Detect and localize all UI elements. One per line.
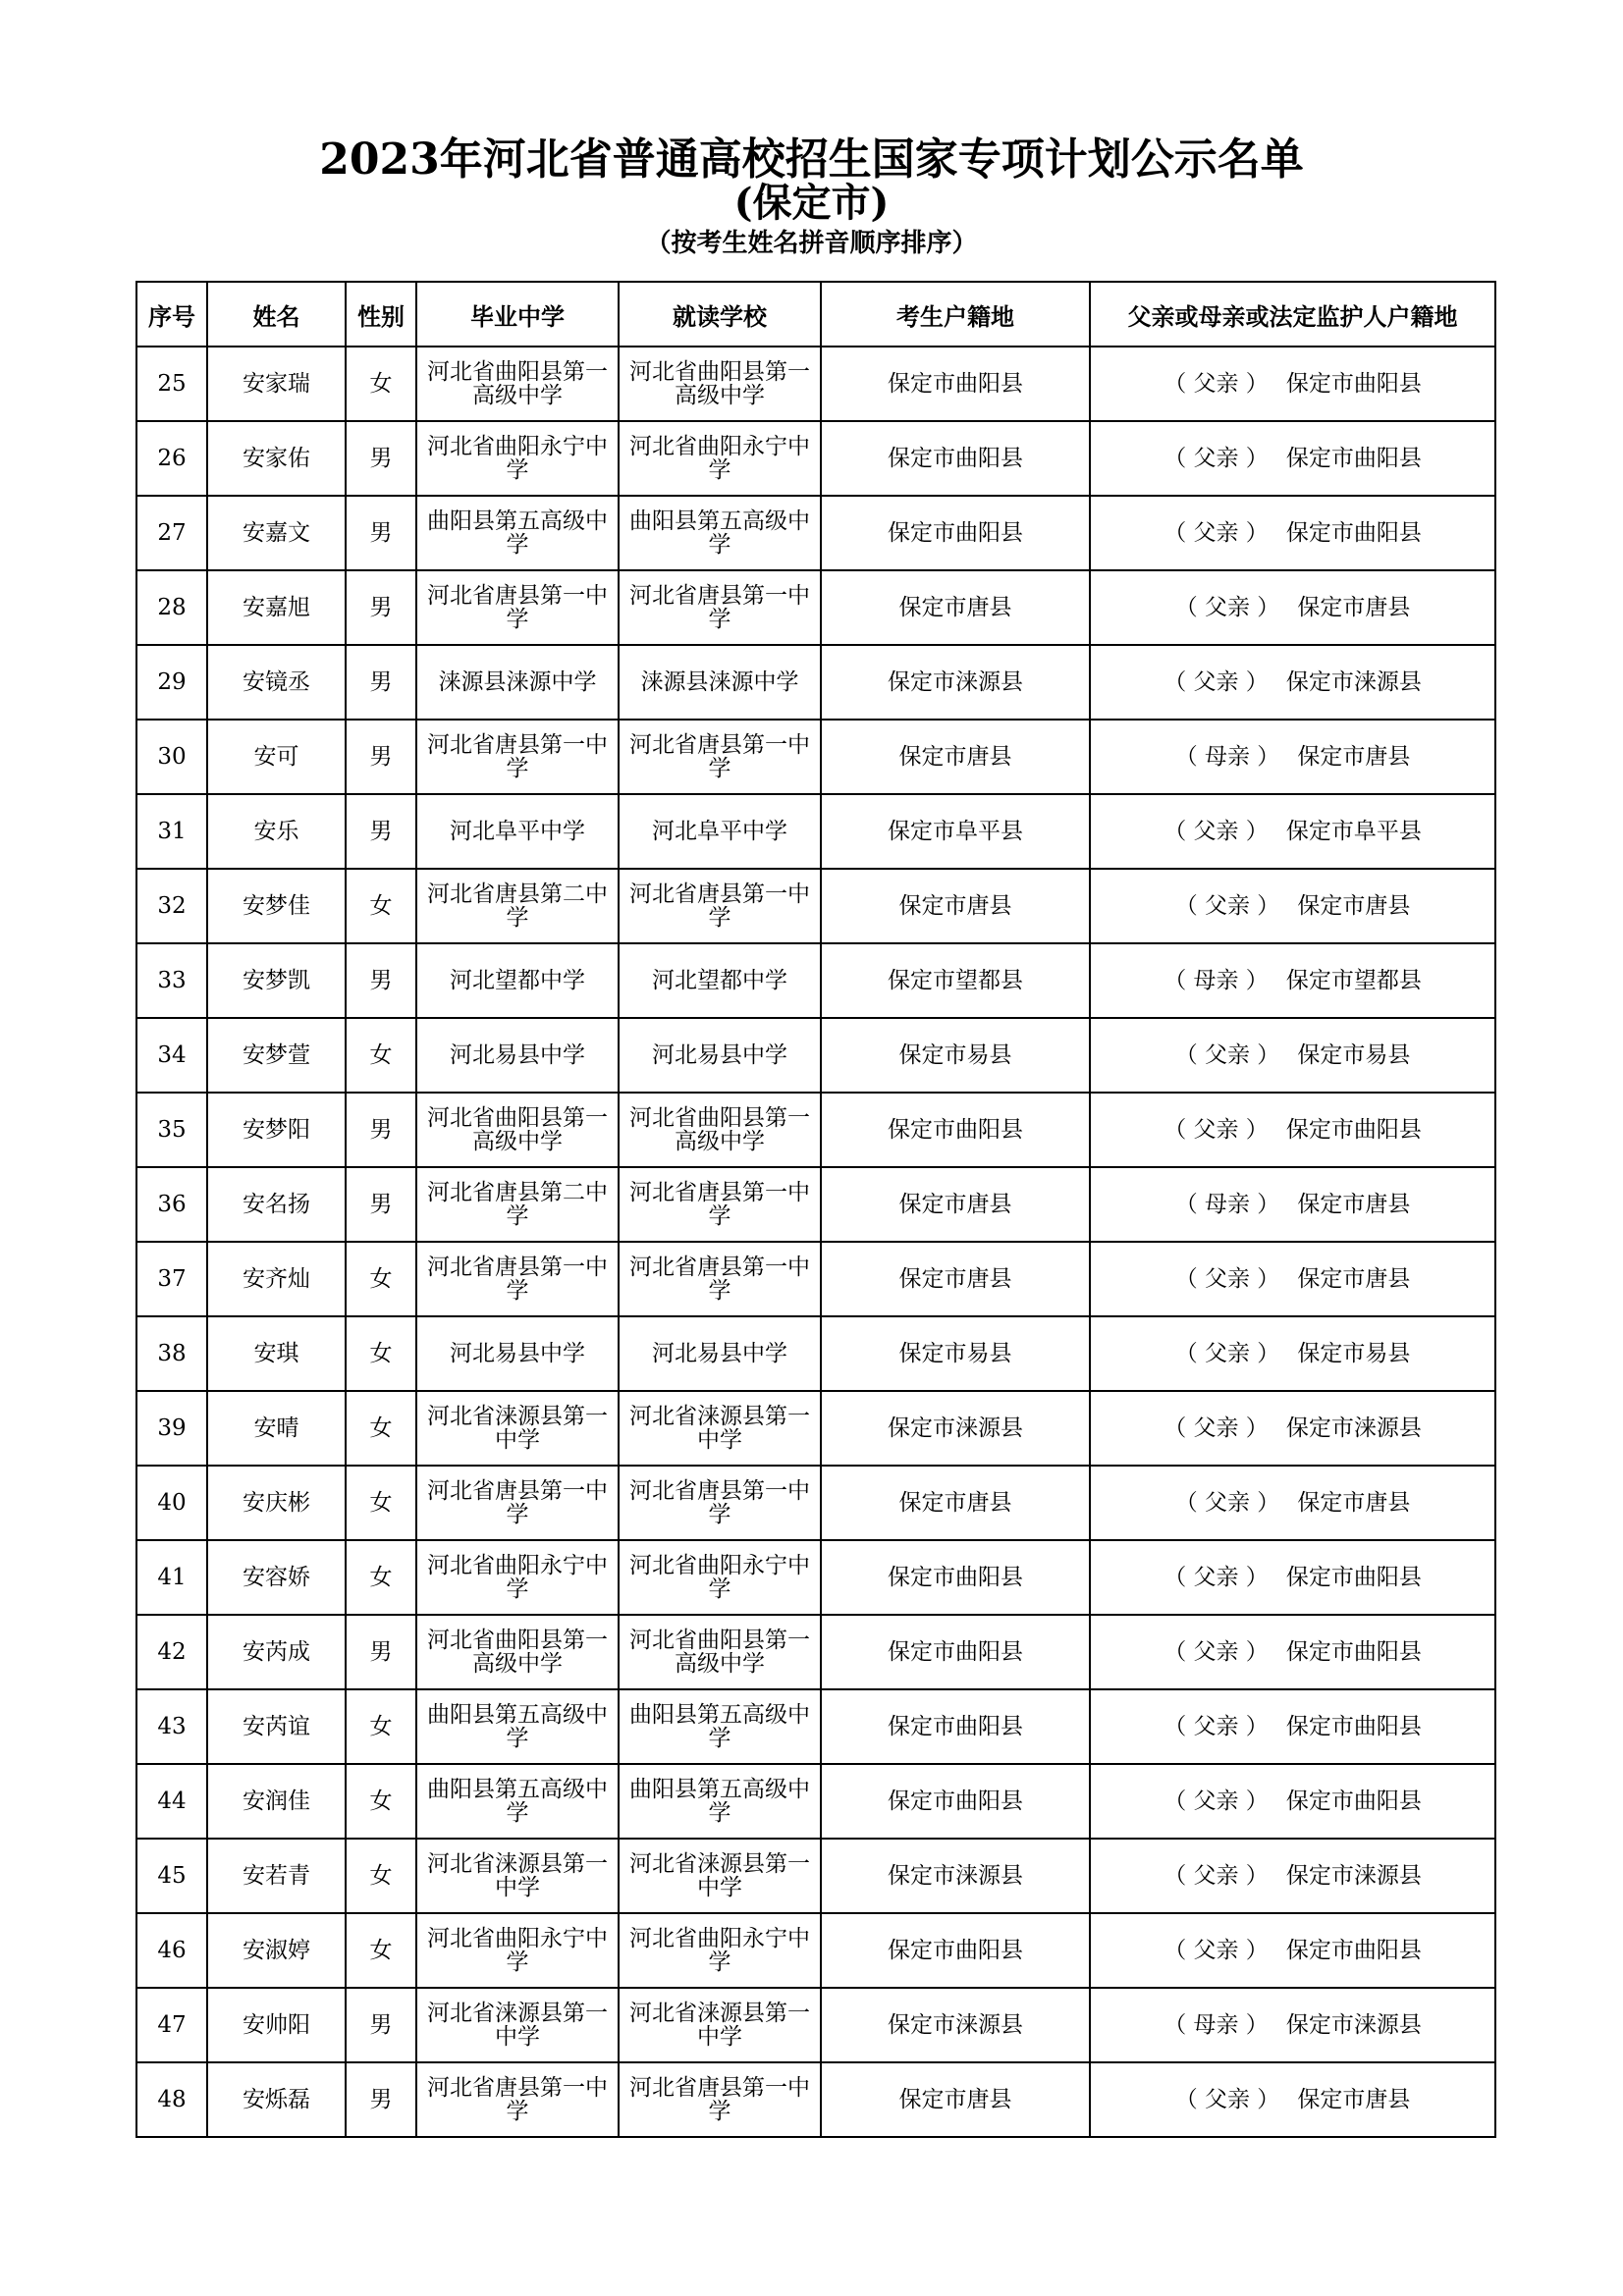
cell-residence: 保定市易县	[821, 1018, 1090, 1093]
cell-gender: 男	[346, 794, 416, 869]
cell-residence: 保定市曲阳县	[821, 1615, 1090, 1689]
guardian-residence: 保定市曲阳县	[1285, 1117, 1422, 1143]
cell-name: 安琪	[207, 1316, 346, 1391]
cell-grad-school: 河北省涞源县第一中学	[416, 1988, 619, 2062]
cell-name: 安镜丞	[207, 645, 346, 720]
cell-residence: 保定市曲阳县	[821, 1764, 1090, 1839]
cell-name: 安庆彬	[207, 1466, 346, 1540]
cell-gender: 男	[346, 720, 416, 794]
cell-grad-school: 河北省涞源县第一中学	[416, 1839, 619, 1913]
cell-grad-school: 河北易县中学	[416, 1316, 619, 1391]
cell-current-school: 河北省曲阳永宁中学	[619, 1913, 821, 1988]
cell-name: 安乐	[207, 794, 346, 869]
header-gender: 性别	[346, 282, 416, 347]
cell-residence: 保定市曲阳县	[821, 347, 1090, 421]
guardian-residence: 保定市曲阳县	[1285, 1938, 1422, 1963]
cell-name: 安梦佳	[207, 869, 346, 943]
cell-residence: 保定市曲阳县	[821, 496, 1090, 570]
cell-no: 44	[136, 1764, 207, 1839]
guardian-residence: 保定市唐县	[1297, 1490, 1411, 1516]
guardian-relation: （ 父亲 ）	[1163, 520, 1269, 546]
guardian-relation: （ 父亲 ）	[1163, 1565, 1269, 1590]
cell-no: 32	[136, 869, 207, 943]
cell-name: 安芮成	[207, 1615, 346, 1689]
cell-no: 38	[136, 1316, 207, 1391]
table-row	[136, 943, 1495, 1018]
cell-no: 33	[136, 943, 207, 1018]
guardian-residence: 保定市唐县	[1297, 893, 1411, 919]
cell-grad-school: 河北省唐县第一中学	[416, 2062, 619, 2137]
guardian-relation: （ 父亲 ）	[1174, 1042, 1280, 1068]
cell-residence: 保定市唐县	[821, 869, 1090, 943]
cell-gender: 男	[346, 570, 416, 645]
cell-guardian	[1090, 1689, 1495, 1764]
cell-current-school: 河北省唐县第一中学	[619, 869, 821, 943]
cell-residence: 保定市涞源县	[821, 1839, 1090, 1913]
cell-grad-school: 河北易县中学	[416, 1018, 619, 1093]
cell-name: 安芮谊	[207, 1689, 346, 1764]
table-header-row	[136, 282, 1495, 347]
cell-grad-school: 河北省唐县第二中学	[416, 869, 619, 943]
cell-gender: 男	[346, 1093, 416, 1167]
cell-current-school: 曲阳县第五高级中学	[619, 496, 821, 570]
guardian-residence: 保定市曲阳县	[1285, 1639, 1422, 1665]
cell-guardian	[1090, 1466, 1495, 1540]
cell-no: 43	[136, 1689, 207, 1764]
header-name: 姓名	[207, 282, 346, 347]
guardian-residence: 保定市唐县	[1297, 595, 1411, 620]
cell-residence: 保定市易县	[821, 1316, 1090, 1391]
cell-no: 34	[136, 1018, 207, 1093]
cell-residence: 保定市曲阳县	[821, 1689, 1090, 1764]
cell-gender: 男	[346, 645, 416, 720]
cell-current-school: 河北省涞源县第一中学	[619, 1839, 821, 1913]
cell-guardian	[1090, 720, 1495, 794]
guardian-residence: 保定市曲阳县	[1285, 446, 1422, 471]
guardian-relation: （ 母亲 ）	[1163, 968, 1269, 993]
header-current-school: 就读学校	[619, 282, 821, 347]
cell-residence: 保定市曲阳县	[821, 421, 1090, 496]
guardian-relation: （ 母亲 ）	[1163, 2012, 1269, 2038]
cell-name: 安淑婷	[207, 1913, 346, 1988]
guardian-relation: （ 父亲 ）	[1163, 1639, 1269, 1665]
cell-name: 安梦萱	[207, 1018, 346, 1093]
page-title: 2023年河北省普通高校招生国家专项计划公示名单	[319, 134, 1304, 185]
cell-gender: 男	[346, 1615, 416, 1689]
guardian-relation: （ 父亲 ）	[1163, 371, 1269, 397]
cell-current-school: 河北省曲阳永宁中学	[619, 421, 821, 496]
page-subtitle: (保定市)	[733, 180, 890, 226]
cell-no: 39	[136, 1391, 207, 1466]
cell-current-school: 河北易县中学	[619, 1316, 821, 1391]
cell-grad-school: 河北省曲阳永宁中学	[416, 421, 619, 496]
cell-current-school: 河北省唐县第一中学	[619, 1466, 821, 1540]
cell-grad-school: 河北省唐县第一中学	[416, 1242, 619, 1316]
cell-guardian	[1090, 570, 1495, 645]
cell-name: 安家佑	[207, 421, 346, 496]
guardian-residence: 保定市曲阳县	[1285, 1789, 1422, 1814]
guardian-relation: （ 父亲 ）	[1174, 893, 1280, 919]
cell-no: 29	[136, 645, 207, 720]
cell-grad-school: 河北省曲阳县第一高级中学	[416, 1615, 619, 1689]
table-row	[136, 1316, 1495, 1391]
cell-guardian	[1090, 1540, 1495, 1615]
cell-no: 37	[136, 1242, 207, 1316]
guardian-residence: 保定市曲阳县	[1285, 1565, 1422, 1590]
cell-current-school: 河北省唐县第一中学	[619, 1242, 821, 1316]
guardian-relation: （ 父亲 ）	[1163, 1117, 1269, 1143]
table-row	[136, 1689, 1495, 1764]
cell-name: 安帅阳	[207, 1988, 346, 2062]
cell-grad-school: 河北省涞源县第一中学	[416, 1391, 619, 1466]
guardian-residence: 保定市涞源县	[1285, 1863, 1422, 1889]
table-row	[136, 1093, 1495, 1167]
cell-gender: 女	[346, 1839, 416, 1913]
cell-name: 安齐灿	[207, 1242, 346, 1316]
cell-current-school: 河北省唐县第一中学	[619, 720, 821, 794]
guardian-relation: （ 父亲 ）	[1163, 1789, 1269, 1814]
cell-residence: 保定市涞源县	[821, 1391, 1090, 1466]
cell-no: 42	[136, 1615, 207, 1689]
cell-residence: 保定市涞源县	[821, 645, 1090, 720]
cell-current-school: 河北阜平中学	[619, 794, 821, 869]
cell-no: 25	[136, 347, 207, 421]
cell-name: 安家瑞	[207, 347, 346, 421]
guardian-residence: 保定市唐县	[1297, 2087, 1411, 2112]
cell-residence: 保定市唐县	[821, 1167, 1090, 1242]
guardian-residence: 保定市涞源县	[1285, 2012, 1422, 2038]
cell-guardian	[1090, 1913, 1495, 1988]
cell-current-school: 河北省曲阳县第一高级中学	[619, 1093, 821, 1167]
cell-residence: 保定市唐县	[821, 1242, 1090, 1316]
table-row	[136, 570, 1495, 645]
cell-grad-school: 河北望都中学	[416, 943, 619, 1018]
cell-name: 安晴	[207, 1391, 346, 1466]
guardian-residence: 保定市唐县	[1297, 744, 1411, 770]
cell-name: 安容娇	[207, 1540, 346, 1615]
cell-name: 安名扬	[207, 1167, 346, 1242]
cell-residence: 保定市望都县	[821, 943, 1090, 1018]
guardian-relation: （ 父亲 ）	[1163, 1938, 1269, 1963]
cell-name: 安嘉旭	[207, 570, 346, 645]
cell-no: 30	[136, 720, 207, 794]
guardian-residence: 保定市易县	[1297, 1042, 1411, 1068]
cell-grad-school: 河北省唐县第一中学	[416, 1466, 619, 1540]
cell-guardian	[1090, 1391, 1495, 1466]
table-row	[136, 347, 1495, 421]
cell-guardian	[1090, 1093, 1495, 1167]
cell-gender: 女	[346, 347, 416, 421]
guardian-relation: （ 父亲 ）	[1163, 1714, 1269, 1739]
cell-name: 安烁磊	[207, 2062, 346, 2137]
table-row	[136, 1615, 1495, 1689]
guardian-relation: （ 父亲 ）	[1174, 595, 1280, 620]
cell-name: 安可	[207, 720, 346, 794]
table-row	[136, 1988, 1495, 2062]
cell-guardian	[1090, 1242, 1495, 1316]
cell-no: 47	[136, 1988, 207, 2062]
cell-guardian	[1090, 1615, 1495, 1689]
cell-residence: 保定市涞源县	[821, 1988, 1090, 2062]
cell-current-school: 曲阳县第五高级中学	[619, 1764, 821, 1839]
cell-grad-school: 河北省唐县第二中学	[416, 1167, 619, 1242]
cell-gender: 女	[346, 1913, 416, 1988]
table-row	[136, 794, 1495, 869]
table-row	[136, 645, 1495, 720]
cell-residence: 保定市唐县	[821, 2062, 1090, 2137]
guardian-residence: 保定市易县	[1297, 1341, 1411, 1366]
cell-gender: 女	[346, 1242, 416, 1316]
cell-gender: 女	[346, 1316, 416, 1391]
table-row	[136, 1540, 1495, 1615]
guardian-relation: （ 母亲 ）	[1174, 744, 1280, 770]
table-row	[136, 2062, 1495, 2137]
cell-residence: 保定市唐县	[821, 1466, 1090, 1540]
cell-name: 安嘉文	[207, 496, 346, 570]
guardian-relation: （ 父亲 ）	[1163, 819, 1269, 844]
cell-no: 28	[136, 570, 207, 645]
cell-current-school: 河北省唐县第一中学	[619, 570, 821, 645]
cell-gender: 女	[346, 1764, 416, 1839]
cell-guardian	[1090, 794, 1495, 869]
guardian-residence: 保定市望都县	[1285, 968, 1422, 993]
header-grad-school: 毕业中学	[416, 282, 619, 347]
cell-grad-school: 河北省曲阳县第一高级中学	[416, 1093, 619, 1167]
cell-no: 46	[136, 1913, 207, 1988]
guardian-residence: 保定市唐县	[1297, 1192, 1411, 1217]
cell-guardian	[1090, 1764, 1495, 1839]
cell-current-school: 曲阳县第五高级中学	[619, 1689, 821, 1764]
cell-gender: 男	[346, 1988, 416, 2062]
cell-no: 31	[136, 794, 207, 869]
cell-grad-school: 河北省唐县第一中学	[416, 720, 619, 794]
header-no: 序号	[136, 282, 207, 347]
cell-current-school: 涞源县涞源中学	[619, 645, 821, 720]
guardian-relation: （ 父亲 ）	[1163, 1863, 1269, 1889]
table-row	[136, 1018, 1495, 1093]
cell-guardian	[1090, 496, 1495, 570]
cell-residence: 保定市曲阳县	[821, 1540, 1090, 1615]
cell-residence: 保定市曲阳县	[821, 1093, 1090, 1167]
cell-grad-school: 涞源县涞源中学	[416, 645, 619, 720]
cell-guardian	[1090, 943, 1495, 1018]
cell-guardian	[1090, 869, 1495, 943]
table-row	[136, 1839, 1495, 1913]
cell-no: 26	[136, 421, 207, 496]
sort-note: （按考生姓名拼音顺序排序）	[645, 229, 978, 258]
guardian-relation: （ 父亲 ）	[1163, 446, 1269, 471]
cell-no: 48	[136, 2062, 207, 2137]
table-row	[136, 1466, 1495, 1540]
cell-no: 40	[136, 1466, 207, 1540]
cell-no: 27	[136, 496, 207, 570]
cell-guardian	[1090, 1839, 1495, 1913]
cell-grad-school: 曲阳县第五高级中学	[416, 496, 619, 570]
table-row	[136, 496, 1495, 570]
guardian-residence: 保定市曲阳县	[1285, 371, 1422, 397]
cell-gender: 男	[346, 943, 416, 1018]
guardian-relation: （ 父亲 ）	[1163, 669, 1269, 695]
cell-residence: 保定市唐县	[821, 570, 1090, 645]
cell-name: 安梦阳	[207, 1093, 346, 1167]
cell-gender: 女	[346, 1540, 416, 1615]
cell-current-school: 河北省曲阳永宁中学	[619, 1540, 821, 1615]
cell-gender: 女	[346, 1391, 416, 1466]
cell-guardian	[1090, 1167, 1495, 1242]
cell-grad-school: 河北省曲阳永宁中学	[416, 1540, 619, 1615]
cell-gender: 女	[346, 1466, 416, 1540]
admission-table	[135, 281, 1496, 2138]
cell-current-school: 河北省唐县第一中学	[619, 2062, 821, 2137]
cell-guardian	[1090, 421, 1495, 496]
cell-current-school: 河北望都中学	[619, 943, 821, 1018]
table-row	[136, 1913, 1495, 1988]
guardian-relation: （ 父亲 ）	[1163, 1415, 1269, 1441]
guardian-residence: 保定市涞源县	[1285, 669, 1422, 695]
guardian-residence: 保定市曲阳县	[1285, 520, 1422, 546]
cell-grad-school: 河北省曲阳县第一高级中学	[416, 347, 619, 421]
cell-residence: 保定市唐县	[821, 720, 1090, 794]
cell-no: 35	[136, 1093, 207, 1167]
table-row	[136, 1167, 1495, 1242]
cell-guardian	[1090, 347, 1495, 421]
guardian-relation: （ 父亲 ）	[1174, 1341, 1280, 1366]
cell-gender: 男	[346, 1167, 416, 1242]
cell-current-school: 河北省涞源县第一中学	[619, 1988, 821, 2062]
header-guardian-residence: 父亲或母亲或法定监护人户籍地	[1090, 282, 1495, 347]
cell-residence: 保定市曲阳县	[821, 1913, 1090, 1988]
cell-guardian	[1090, 645, 1495, 720]
table-row	[136, 720, 1495, 794]
header-residence: 考生户籍地	[821, 282, 1090, 347]
cell-grad-school: 曲阳县第五高级中学	[416, 1764, 619, 1839]
cell-current-school: 河北省涞源县第一中学	[619, 1391, 821, 1466]
cell-residence: 保定市阜平县	[821, 794, 1090, 869]
guardian-relation: （ 父亲 ）	[1174, 2087, 1280, 2112]
guardian-residence: 保定市唐县	[1297, 1266, 1411, 1292]
cell-guardian	[1090, 2062, 1495, 2137]
cell-gender: 男	[346, 496, 416, 570]
guardian-relation: （ 母亲 ）	[1174, 1192, 1280, 1217]
table-row	[136, 869, 1495, 943]
cell-gender: 男	[346, 421, 416, 496]
table-row	[136, 1764, 1495, 1839]
table-body	[136, 347, 1495, 2137]
table-row	[136, 421, 1495, 496]
guardian-residence: 保定市涞源县	[1285, 1415, 1422, 1441]
cell-current-school: 河北省曲阳县第一高级中学	[619, 347, 821, 421]
guardian-residence: 保定市阜平县	[1285, 819, 1422, 844]
guardian-residence: 保定市曲阳县	[1285, 1714, 1422, 1739]
cell-grad-school: 河北阜平中学	[416, 794, 619, 869]
cell-current-school: 河北易县中学	[619, 1018, 821, 1093]
cell-grad-school: 河北省曲阳永宁中学	[416, 1913, 619, 1988]
table-row	[136, 1391, 1495, 1466]
cell-current-school: 河北省唐县第一中学	[619, 1167, 821, 1242]
guardian-relation: （ 父亲 ）	[1174, 1490, 1280, 1516]
cell-name: 安润佳	[207, 1764, 346, 1839]
cell-current-school: 河北省曲阳县第一高级中学	[619, 1615, 821, 1689]
cell-gender: 男	[346, 2062, 416, 2137]
guardian-relation: （ 父亲 ）	[1174, 1266, 1280, 1292]
table-row	[136, 1242, 1495, 1316]
cell-guardian	[1090, 1316, 1495, 1391]
cell-no: 36	[136, 1167, 207, 1242]
cell-no: 45	[136, 1839, 207, 1913]
cell-guardian	[1090, 1018, 1495, 1093]
cell-grad-school: 曲阳县第五高级中学	[416, 1689, 619, 1764]
cell-no: 41	[136, 1540, 207, 1615]
cell-name: 安若青	[207, 1839, 346, 1913]
cell-gender: 女	[346, 1018, 416, 1093]
cell-gender: 女	[346, 869, 416, 943]
cell-guardian	[1090, 1988, 1495, 2062]
cell-grad-school: 河北省唐县第一中学	[416, 570, 619, 645]
cell-name: 安梦凯	[207, 943, 346, 1018]
cell-gender: 女	[346, 1689, 416, 1764]
